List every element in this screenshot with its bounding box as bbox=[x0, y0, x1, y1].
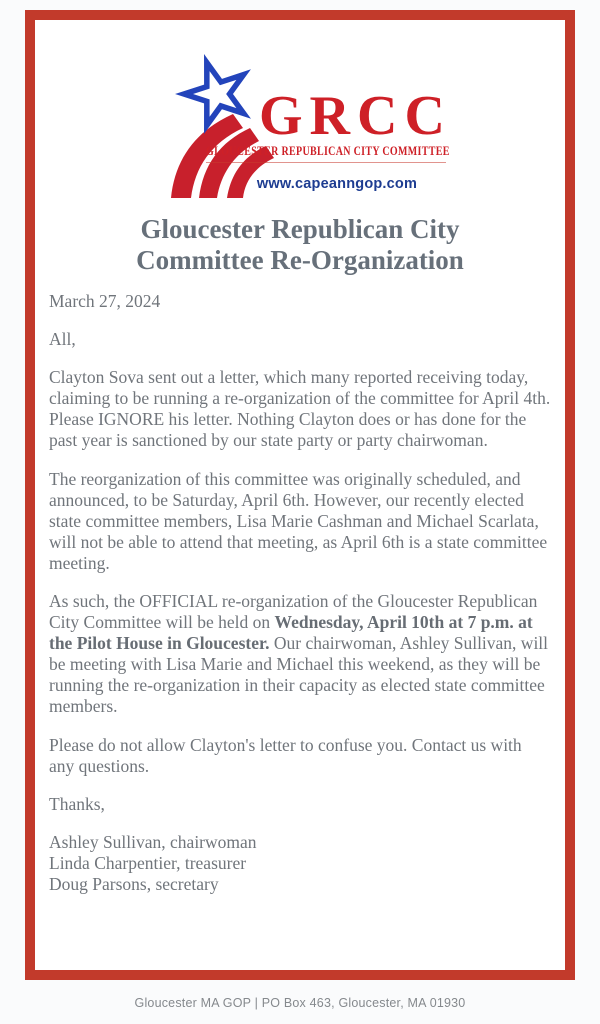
logo-org-name: GLOUCESTER REPUBLICAN CITY COMMITTEE bbox=[206, 144, 446, 163]
page-title-line1: Gloucester Republican City bbox=[140, 214, 460, 244]
paragraph-3-bold: Wednesday, April 10th at 7 p.m. at the Pilot House in Gloucester. bbox=[49, 612, 533, 653]
page-title bbox=[49, 214, 551, 276]
letter-card bbox=[25, 10, 575, 980]
paragraph-3-pre: As such, the OFFICIAL re-organization of the Gloucester Republican City Committee will be held on bbox=[49, 591, 538, 632]
signature-line-treasurer: Linda Charpentier, treasurer bbox=[49, 853, 247, 873]
signature-block bbox=[49, 832, 551, 895]
closing: Thanks, bbox=[49, 794, 105, 814]
paragraph-3 bbox=[49, 591, 551, 717]
logo-website-link[interactable]: www.capeanngop.com bbox=[256, 176, 418, 192]
letter-date: March 27, 2024 bbox=[49, 291, 161, 311]
grcc-logo bbox=[49, 42, 551, 214]
paragraph-4: Please do not allow Clayton's letter to confuse you. Contact us with any questions. bbox=[49, 734, 522, 776]
paragraph-1: Clayton Sova sent out a letter, which many reported receiving today, claiming to be running a re-organization of the committee for April 4th. Please IGNORE his letter. Nothing Clayton does or has done for the past year is sanctioned by our state party or party chairwoman. bbox=[49, 367, 551, 450]
letter-text bbox=[49, 291, 551, 895]
signature-line-secretary: Doug Parsons, secretary bbox=[49, 874, 219, 894]
letter-body bbox=[35, 20, 565, 895]
paragraph-2: The reorganization of this committee was originally scheduled, and announced, to be Saturday, April 6th. However, our recently elected state committee members, Lisa Marie Cashman and Michael Scarlata, will not be able to attend that meeting, as April 6th is a state committee meeting. bbox=[49, 468, 548, 573]
page-title-line2: Committee Re-Organization bbox=[136, 245, 464, 275]
footer-address: Gloucester MA GOP | PO Box 463, Gloucester, MA 01930 bbox=[134, 996, 466, 1010]
logo-acronym: GRCC bbox=[259, 85, 452, 147]
paragraph-3-post: Our chairwoman, Ashley Sullivan, will be meeting with Lisa Marie and Michael this weekend, as they will be running the re-organization in their capacity as elected state committee members. bbox=[49, 633, 549, 716]
salutation: All, bbox=[49, 329, 76, 349]
signature-line-chairwoman: Ashley Sullivan, chairwoman bbox=[49, 832, 257, 852]
